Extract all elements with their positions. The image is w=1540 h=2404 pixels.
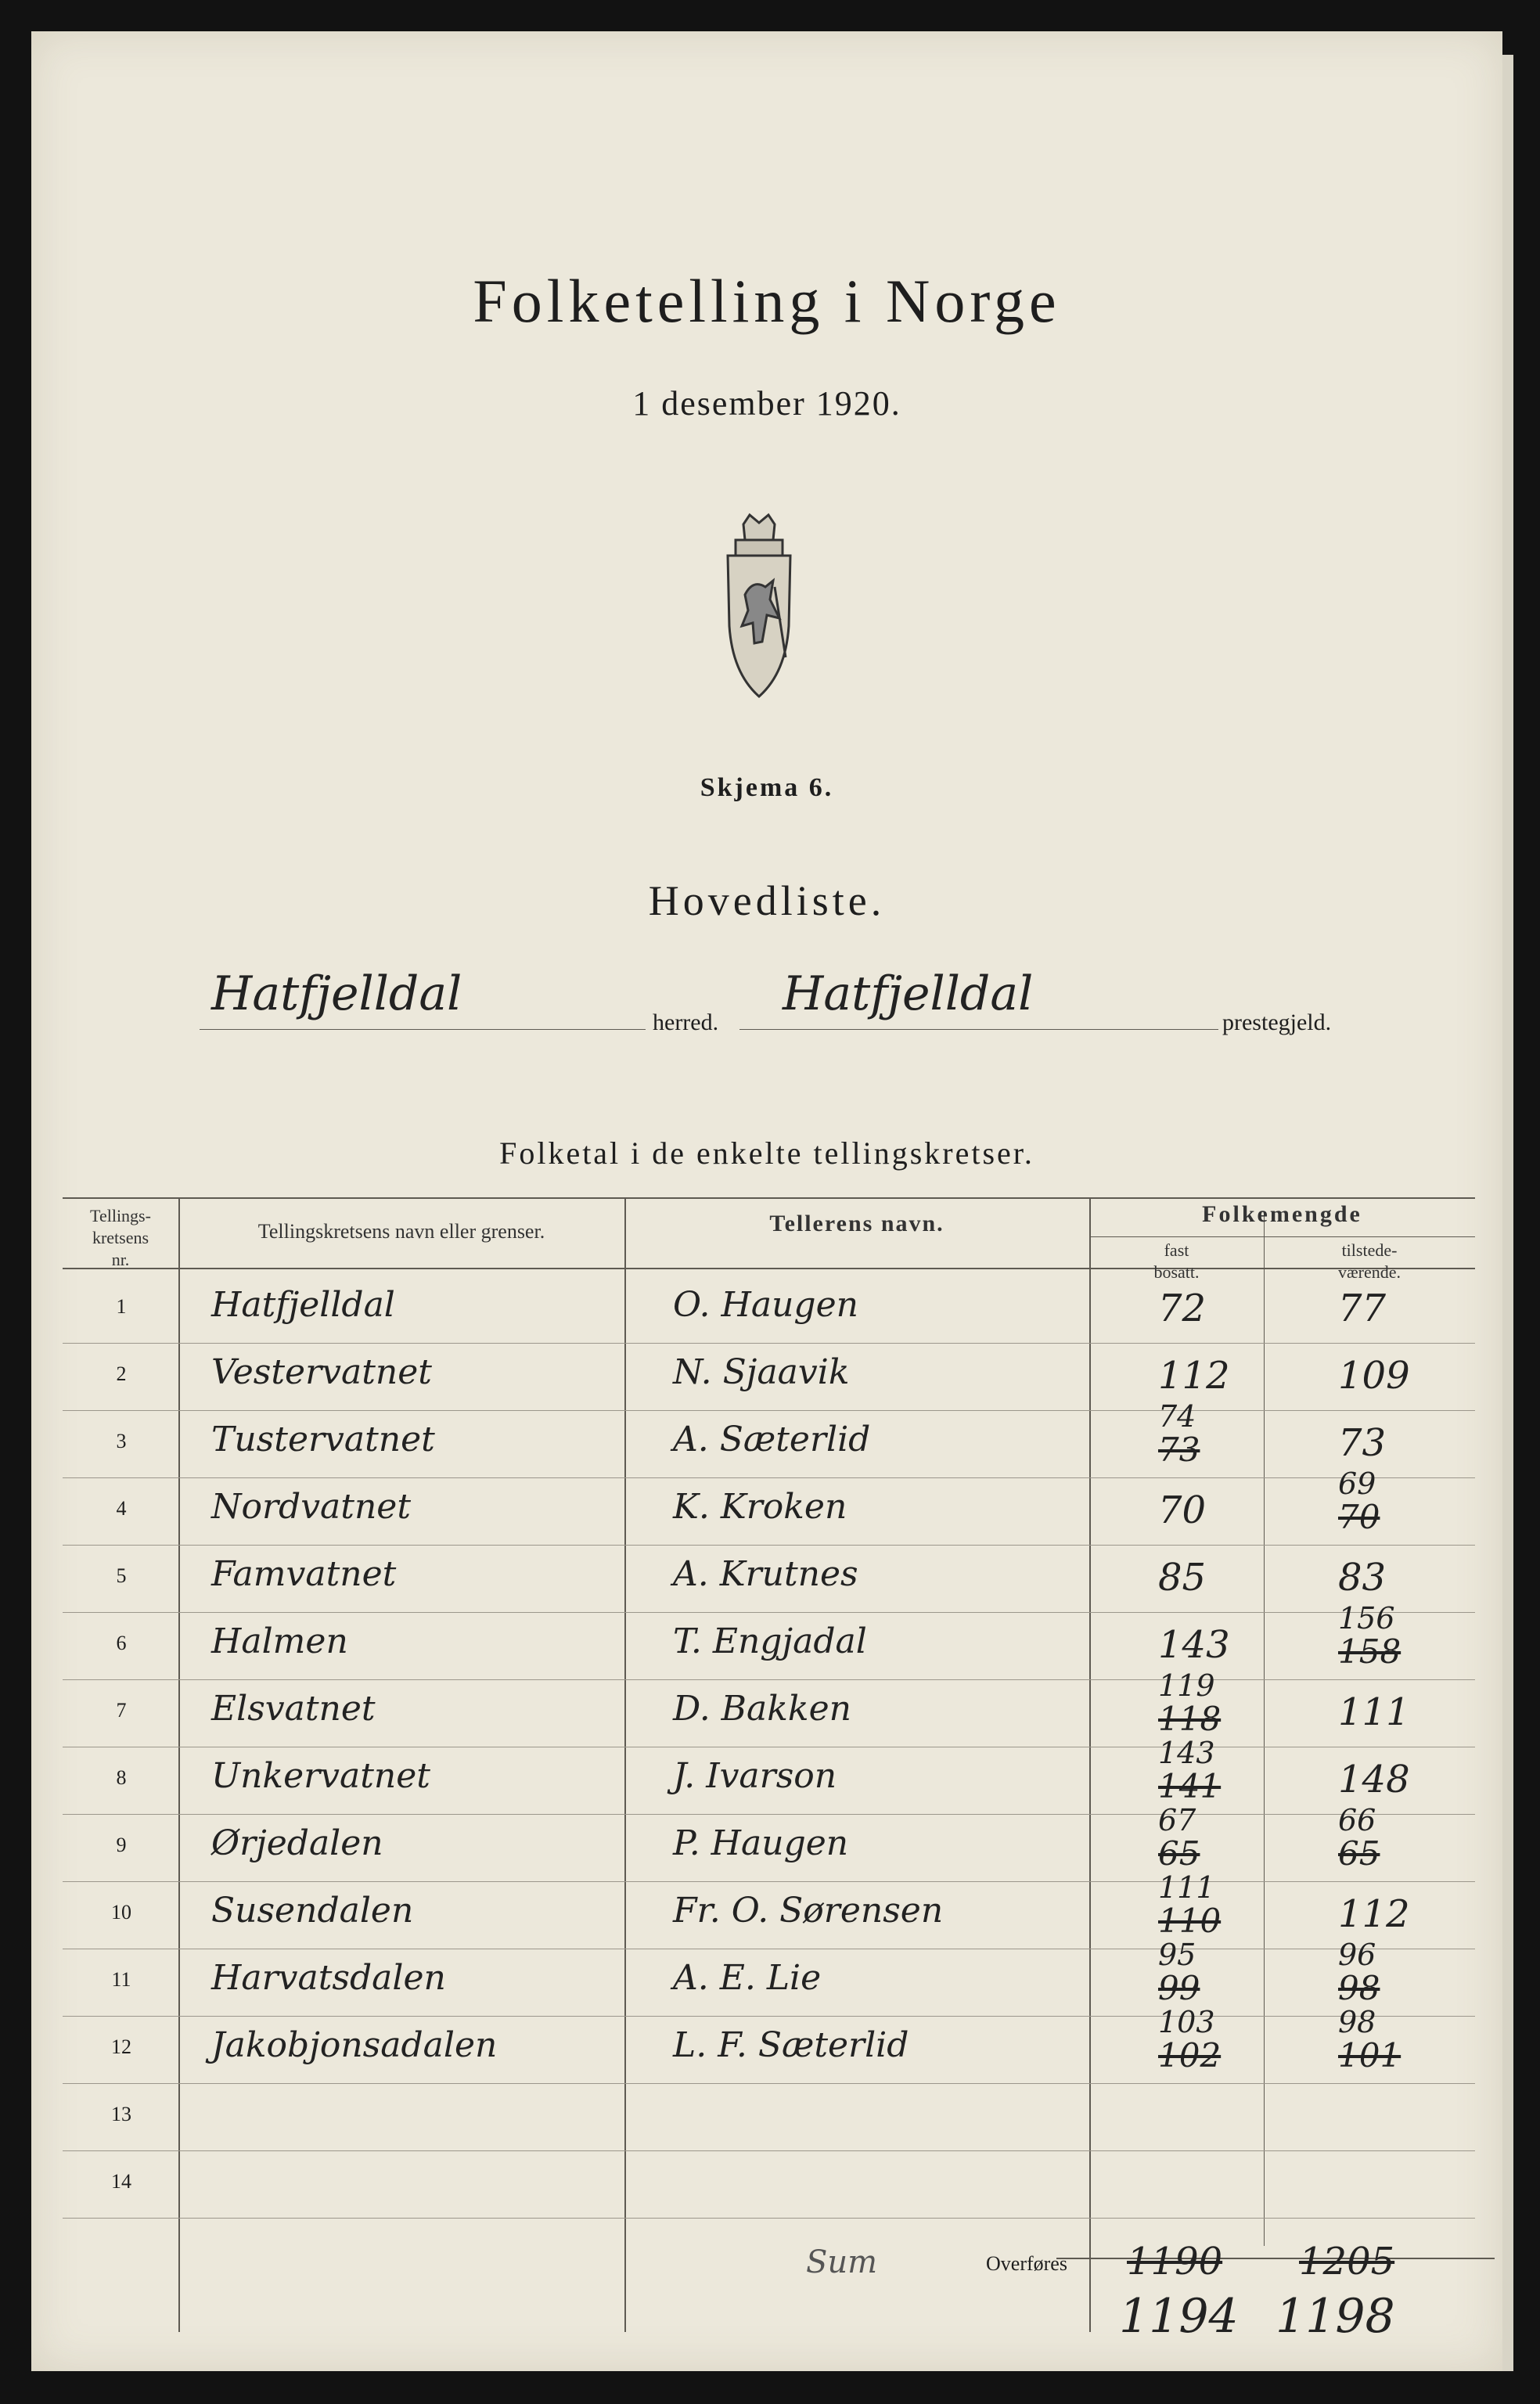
tilstede-value: 111 [1338,1690,1410,1734]
row-number: 4 [116,1497,127,1520]
tilstede-value: 83 [1338,1556,1387,1600]
fast-bosatt-correction: 67 [1158,1803,1196,1837]
tilstede-value: 109 [1338,1354,1410,1398]
fast-bosatt-correction: 74 [1158,1399,1196,1434]
krets-name: Susendalen [211,1891,414,1931]
row-number: 14 [111,2170,131,2193]
fast-bosatt-crossed: 73 [1158,1431,1200,1469]
fast-sum: 1194 [1119,2289,1239,2344]
list-title: Hovedliste. [648,877,886,924]
teller-name: K. Kroken [673,1487,847,1527]
fast-bosatt-correction: 111 [1158,1870,1215,1905]
teller-name: O. Haugen [673,1285,858,1325]
header-teller: Tellerens navn. [769,1211,945,1236]
col-divider-1 [178,1197,180,2332]
tilstede-crossed: 98 [1338,1969,1380,2007]
row-number: 8 [116,1766,127,1789]
krets-name: Ørjedalen [211,1823,383,1863]
row-number: 3 [116,1430,127,1452]
tilstede-value: 112 [1338,1892,1410,1936]
form-title: Folketelling i Norge [473,267,1061,335]
row-number: 12 [111,2035,131,2058]
row-number: 9 [116,1834,127,1856]
tilstede-correction: 98 [1338,2005,1376,2039]
sum-rule [1056,2258,1495,2259]
header-folkemengde: Folkemengde [1202,1201,1362,1227]
teller-name: L. F. Sæterlid [673,2025,909,2065]
prestegjeld-value: Hatfjelldal [783,966,1034,1021]
teller-name: P. Haugen [673,1823,849,1863]
tilstede-correction: 66 [1338,1803,1376,1837]
fast-bosatt-value: 112 [1158,1354,1230,1398]
krets-name: Elsvatnet [211,1689,376,1729]
teller-name: Fr. O. Sørensen [673,1891,944,1931]
fast-bosatt-crossed: 65 [1158,1834,1200,1873]
krets-name: Vestervatnet [211,1352,432,1392]
overfores-label: Overføres [986,2252,1067,2275]
row-rule [63,1343,1475,1344]
tilstede-correction: 156 [1338,1601,1395,1636]
row-rule [63,1477,1475,1478]
krets-name: Nordvatnet [211,1487,412,1527]
tilstede-value: 73 [1338,1421,1387,1465]
row-rule [63,2083,1475,2084]
fast-bosatt-correction: 103 [1158,2005,1215,2039]
census-form-page [31,31,1502,2371]
row-rule [63,1679,1475,1680]
teller-name: A. E. Lie [673,1958,822,1998]
row-number: 2 [116,1362,127,1385]
row-rule [63,1410,1475,1411]
krets-name: Unkervatnet [211,1756,430,1796]
header-tilstede: tilstede- værende. [1337,1240,1401,1282]
tilstede-crossed: 101 [1338,2036,1401,2075]
prestegjeld-label: prestegjeld. [1222,1009,1332,1035]
row-rule [63,1545,1475,1546]
tilstede-value: 77 [1338,1287,1387,1330]
row-rule [63,2016,1475,2017]
row-rule [63,1612,1475,1613]
teller-name: N. Sjaavik [673,1352,850,1392]
row-number: 1 [116,1295,127,1318]
header-nr: Tellings- kretsens nr. [90,1206,151,1269]
tilstede-correction: 69 [1338,1467,1376,1501]
teller-name: A. Krutnes [673,1554,858,1594]
krets-name: Jakobjonsadalen [211,2025,498,2065]
tilstede-sum-crossed: 1205 [1299,2240,1395,2283]
sum-label: Sum [806,2244,878,2280]
teller-name: J. Ivarson [673,1756,837,1796]
krets-name: Tustervatnet [211,1420,435,1459]
fast-sum-crossed: 1190 [1127,2240,1223,2283]
teller-name: D. Bakken [673,1689,851,1729]
tilstede-correction: 96 [1338,1938,1376,1972]
teller-name: A. Sæterlid [673,1420,871,1459]
fast-bosatt-crossed: 99 [1158,1969,1200,2007]
krets-name: Harvatsdalen [211,1958,446,1998]
tilstede-crossed: 65 [1338,1834,1380,1873]
tilstede-crossed: 158 [1338,1632,1401,1671]
row-rule [63,2218,1475,2219]
col-divider-4 [1264,1213,1265,2246]
herred-underline [200,1029,646,1030]
col-divider-3 [1089,1197,1091,2332]
prestegjeld-underline [739,1029,1218,1030]
fast-bosatt-value: 72 [1158,1287,1207,1330]
fast-bosatt-value: 70 [1158,1488,1207,1532]
fast-bosatt-value: 85 [1158,1556,1207,1600]
fast-bosatt-crossed: 110 [1158,1902,1222,1940]
row-number: 11 [111,1968,131,1991]
folkemengde-rule [1089,1236,1475,1237]
fast-bosatt-correction: 119 [1158,1668,1215,1703]
row-rule [63,2150,1475,2151]
fast-bosatt-value: 143 [1158,1623,1230,1667]
row-number: 7 [116,1699,127,1722]
herred-value: Hatfjelldal [211,966,462,1021]
header-fast: fast bosatt. [1153,1240,1200,1282]
form-date: 1 desember 1920. [632,384,901,423]
row-number: 6 [116,1632,127,1654]
fast-bosatt-crossed: 118 [1158,1700,1222,1738]
krets-name: Halmen [211,1621,348,1661]
fast-bosatt-crossed: 141 [1158,1767,1222,1805]
tilstede-value: 148 [1338,1758,1410,1801]
row-rule [63,1814,1475,1815]
row-number: 5 [116,1564,127,1587]
table-top-rule [63,1197,1475,1199]
tilstede-crossed: 70 [1338,1498,1380,1536]
tilstede-sum: 1198 [1276,2289,1395,2344]
teller-name: T. Engjadal [673,1621,867,1661]
krets-name: Famvatnet [211,1554,397,1594]
row-number: 10 [111,1901,131,1924]
fast-bosatt-correction: 95 [1158,1938,1196,1972]
table-title: Folketal i de enkelte tellingskretser. [499,1135,1034,1171]
fast-bosatt-correction: 143 [1158,1736,1215,1770]
row-number: 13 [111,2103,131,2125]
herred-label: herred. [653,1009,719,1035]
krets-name: Hatfjelldal [211,1285,395,1325]
coat-of-arms-icon [704,509,814,712]
row-rule [63,1881,1475,1882]
header-krets: Tellingskretsens navn eller grenser. [257,1220,545,1243]
fast-bosatt-crossed: 102 [1158,2036,1222,2075]
col-divider-2 [624,1197,626,2332]
schema-number: Skjema 6. [700,773,834,802]
